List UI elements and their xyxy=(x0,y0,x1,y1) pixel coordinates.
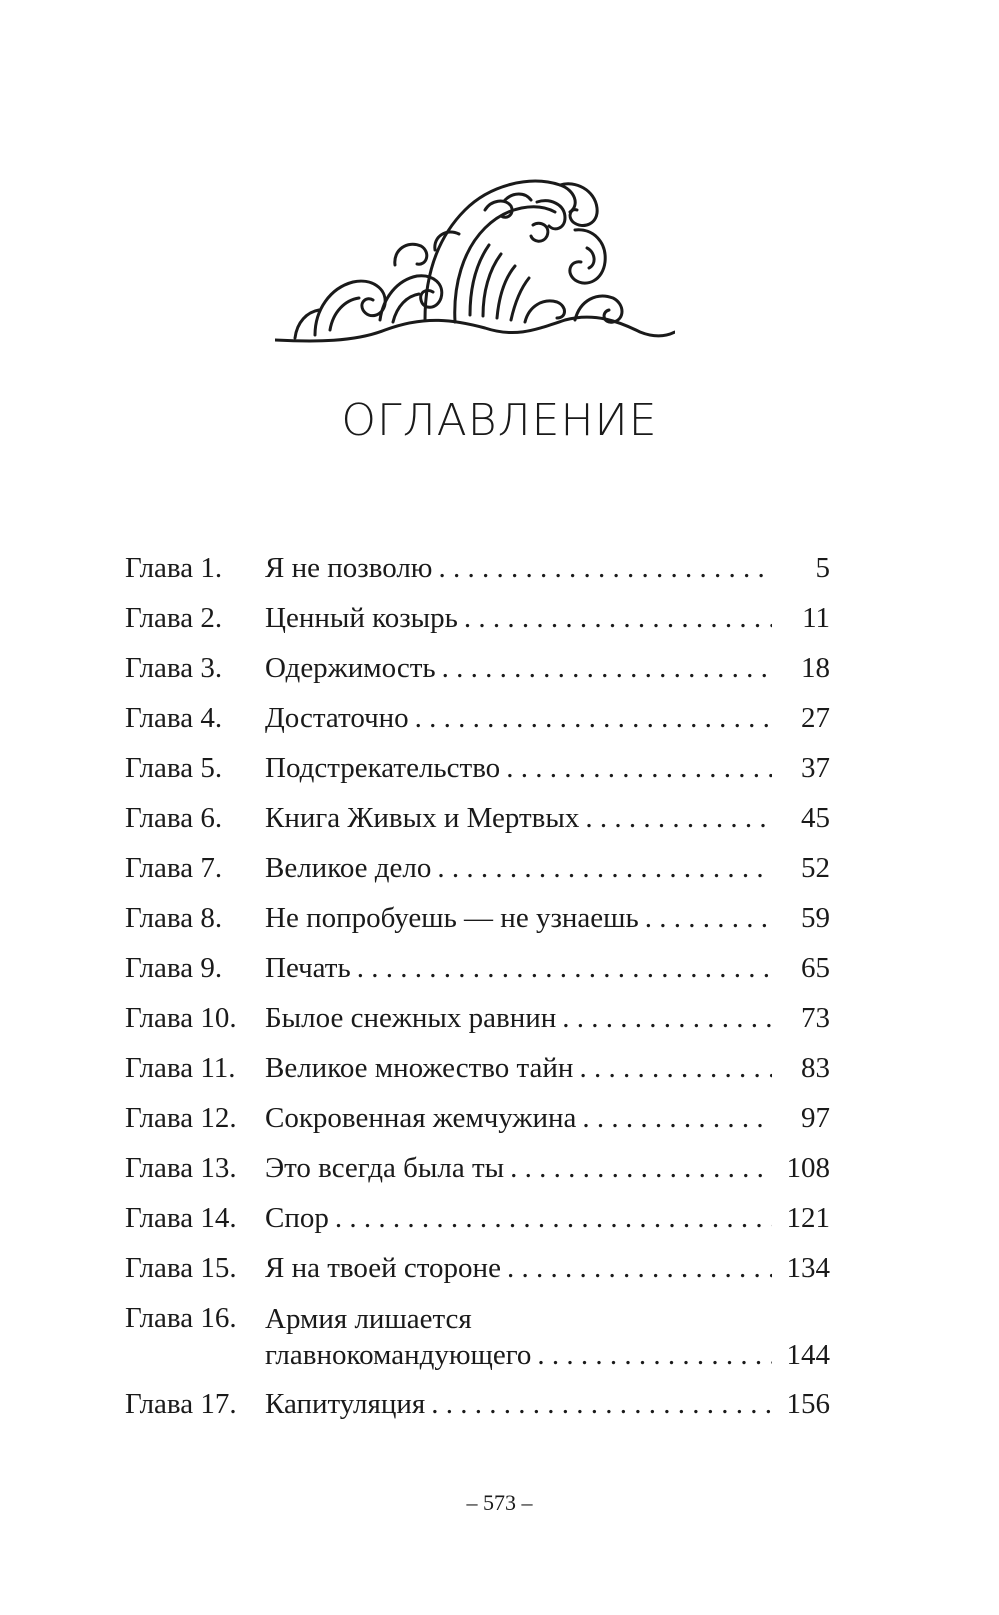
page-number: 97 xyxy=(801,1102,830,1134)
chapter-number: Глава 6. xyxy=(125,802,223,834)
wave-illustration xyxy=(275,170,675,365)
toc-entry[interactable] xyxy=(125,550,830,586)
chapter-number: Глава 16. xyxy=(125,1302,237,1334)
toc-entry[interactable] xyxy=(125,900,830,936)
chapter-number: Глава 9. xyxy=(125,952,223,984)
page-number: 18 xyxy=(801,652,830,684)
dot-leader xyxy=(415,700,772,736)
dot-leader xyxy=(335,1200,772,1236)
chapter-title-line2: главнокомандующего xyxy=(265,1339,532,1371)
toc-entry[interactable] xyxy=(125,600,830,636)
toc-entry[interactable] xyxy=(125,1000,830,1036)
dot-leader xyxy=(442,650,772,686)
chapter-title: Сокровенная жемчужина xyxy=(265,1102,577,1134)
chapter-number: Глава 8. xyxy=(125,902,223,934)
toc-entry[interactable] xyxy=(125,1300,830,1373)
page-number: 45 xyxy=(801,802,830,834)
toc-entry[interactable] xyxy=(125,1200,830,1236)
dot-leader xyxy=(506,750,772,786)
chapter-number: Глава 12. xyxy=(125,1102,237,1134)
toc-entry[interactable] xyxy=(125,800,830,836)
dot-leader xyxy=(464,600,772,636)
page-number: 27 xyxy=(801,702,830,734)
toc-entry[interactable] xyxy=(125,850,830,886)
page-number: 65 xyxy=(801,952,830,984)
page-number: 52 xyxy=(801,852,830,884)
chapter-title: Я на твоей стороне xyxy=(265,1252,501,1284)
chapter-title: Великое дело xyxy=(265,852,432,884)
page-number: 156 xyxy=(786,1388,830,1420)
chapter-title: Печать xyxy=(265,952,351,984)
dot-leader xyxy=(585,800,772,836)
chapter-title: Былое снежных равнин xyxy=(265,1002,557,1034)
chapter-number: Глава 5. xyxy=(125,752,223,784)
page-title: ОГЛАВЛЕНИЕ xyxy=(341,395,658,446)
page-number: 5 xyxy=(815,552,830,584)
chapter-title: Я не позволю xyxy=(265,552,433,584)
chapter-number: Глава 11. xyxy=(125,1052,236,1084)
dot-leader xyxy=(562,1000,772,1036)
chapter-number: Глава 2. xyxy=(125,602,223,634)
dot-leader xyxy=(357,950,772,986)
toc-entry[interactable] xyxy=(125,700,830,736)
dot-leader xyxy=(437,850,772,886)
dot-leader xyxy=(582,1100,772,1136)
page-number: 73 xyxy=(801,1002,830,1034)
toc-entry[interactable] xyxy=(125,750,830,786)
chapter-number: Глава 13. xyxy=(125,1152,237,1184)
page-number: 134 xyxy=(786,1252,830,1284)
dot-leader xyxy=(579,1050,772,1086)
chapter-number: Глава 3. xyxy=(125,652,223,684)
toc-entry[interactable] xyxy=(125,1150,830,1186)
dot-leader xyxy=(510,1150,772,1186)
dot-leader xyxy=(645,900,772,936)
chapter-title: Это всегда была ты xyxy=(265,1152,505,1184)
toc-entry[interactable] xyxy=(125,1050,830,1086)
page-number: 37 xyxy=(801,752,830,784)
dot-leader xyxy=(507,1250,772,1286)
page-number: 83 xyxy=(801,1052,830,1084)
chapter-title: Одержимость xyxy=(265,652,436,684)
page-folio: – 573 – xyxy=(466,1490,533,1515)
chapter-number: Глава 17. xyxy=(125,1388,237,1420)
chapter-number: Глава 15. xyxy=(125,1252,237,1284)
page-number: 59 xyxy=(801,902,830,934)
chapter-title: Великое множество тайн xyxy=(265,1052,574,1084)
page-number: 121 xyxy=(786,1202,830,1234)
chapter-title: Спор xyxy=(265,1202,329,1234)
chapter-title: Капитуляция xyxy=(265,1388,426,1420)
chapter-number: Глава 1. xyxy=(125,552,223,584)
chapter-title: Подстрекательство xyxy=(265,752,501,784)
chapter-number: Глава 14. xyxy=(125,1202,237,1234)
page-number: 108 xyxy=(786,1152,830,1184)
chapter-title: Книга Живых и Мертвых xyxy=(265,802,580,834)
dot-leader xyxy=(438,550,772,586)
chapter-number: Глава 7. xyxy=(125,852,223,884)
table-of-contents xyxy=(125,550,830,1436)
toc-entry[interactable] xyxy=(125,650,830,686)
dot-leader xyxy=(537,1337,772,1373)
chapter-title: Ценный козырь xyxy=(265,602,458,634)
toc-entry[interactable] xyxy=(125,1250,830,1286)
chapter-number: Глава 4. xyxy=(125,702,223,734)
chapter-title: Не попробуешь — не узнаешь xyxy=(265,902,639,934)
chapter-title: Достаточно xyxy=(265,702,409,734)
toc-entry[interactable] xyxy=(125,950,830,986)
dot-leader xyxy=(431,1386,772,1422)
page-number: 144 xyxy=(786,1339,830,1371)
toc-entry[interactable] xyxy=(125,1100,830,1136)
toc-entry[interactable] xyxy=(125,1386,830,1422)
chapter-title-line1: Армия лишается xyxy=(265,1303,472,1335)
page-number: 11 xyxy=(802,602,830,634)
chapter-number: Глава 10. xyxy=(125,1002,237,1034)
